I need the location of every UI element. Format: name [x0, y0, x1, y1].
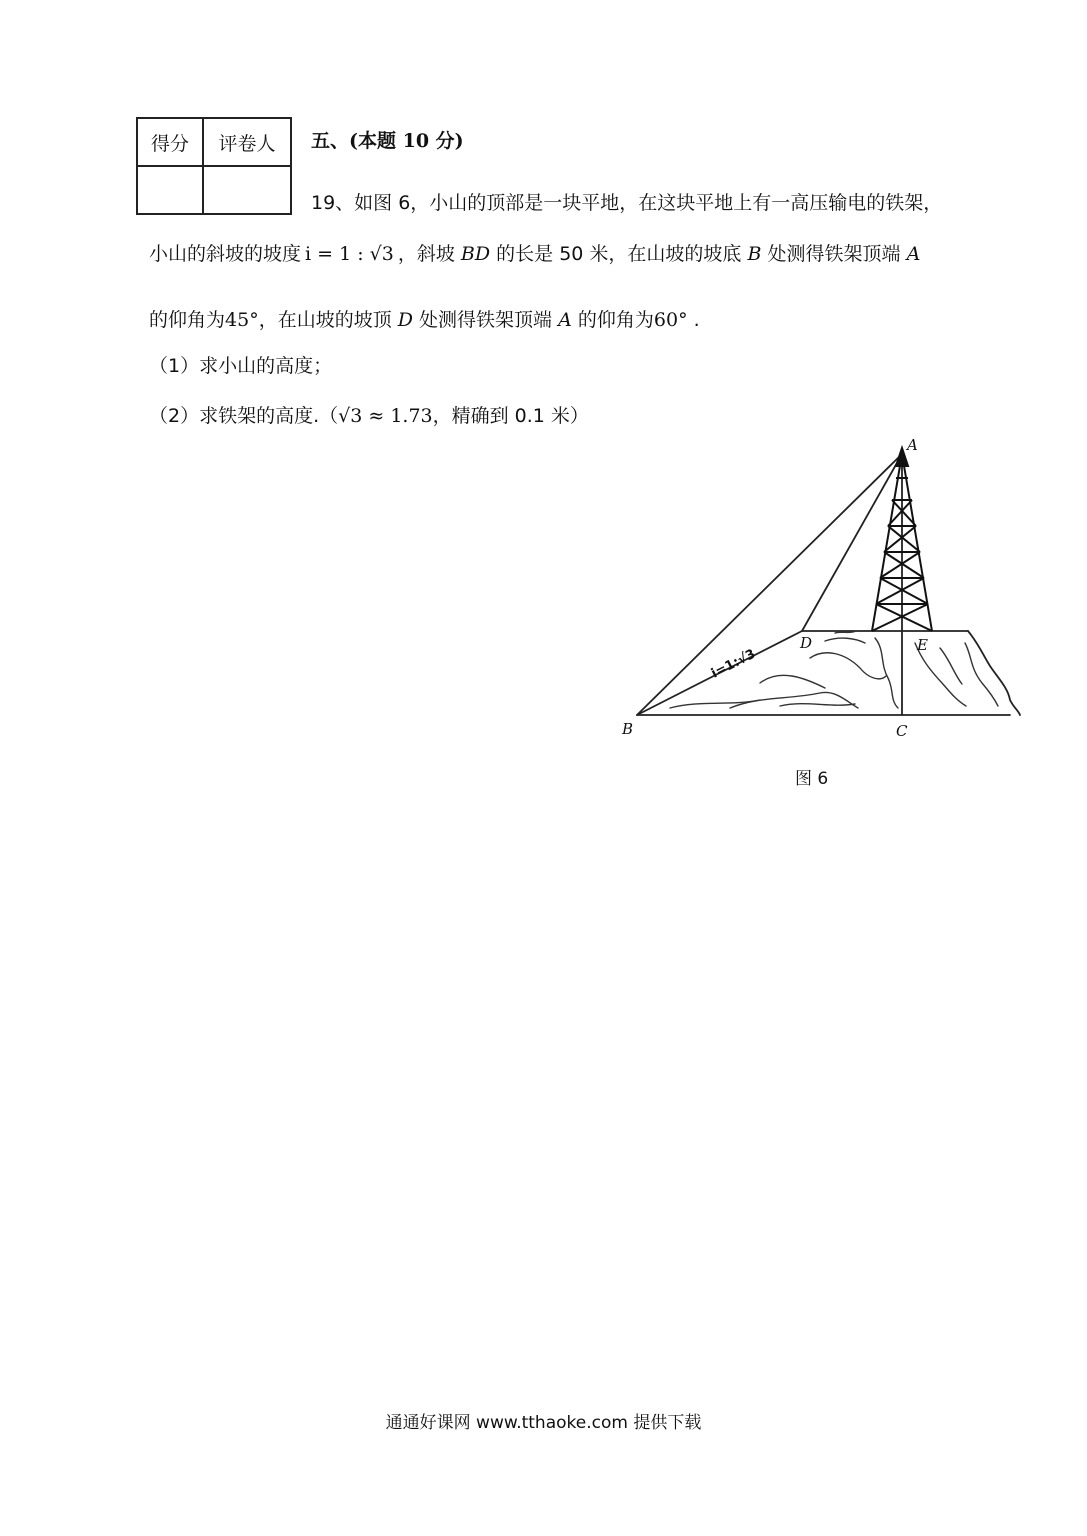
point-b-label: B [622, 720, 634, 738]
grader-cell [203, 166, 291, 214]
section-heading: 五、(本题 10 分) [311, 130, 464, 152]
score-header: 得分 [137, 118, 203, 166]
problem-line-2: 小山的斜坡的坡度 i = 1 : √3 ，斜坡 BD 的长是 50 米，在山坡的坡底 B 处测得铁架顶端 A [149, 243, 921, 265]
problem-line-1: 19、如图 6，小山的顶部是一块平地，在这块平地上有一高压输电的铁架， [311, 192, 943, 214]
question-2: （2）求铁架的高度.（√3 ≈ 1.73，精确到 0.1 米） [149, 405, 589, 427]
slope-label: i=1:√3 [709, 646, 758, 682]
score-cell [137, 166, 203, 214]
point-d-label: D [800, 634, 813, 652]
grader-header: 评卷人 [203, 118, 291, 166]
question-1: （1）求小山的高度； [149, 355, 333, 377]
approx-formula: √3 ≈ 1.73 [338, 405, 433, 427]
score-table [136, 117, 292, 215]
slope-formula: i = 1 : √3 [305, 243, 394, 265]
point-a-label: A [907, 438, 918, 454]
point-e-label: E [917, 636, 928, 654]
figure-caption: 图 6 [795, 769, 829, 789]
sight-line-ba [637, 454, 902, 715]
footer-source: 通通好课网 www.tthaoke.com 提供下载 [385, 1413, 702, 1433]
hill-tower-figure [610, 438, 1030, 758]
point-c-label: C [896, 722, 908, 740]
problem-line-3: 的仰角为45°，在山坡的坡顶 D 处测得铁架顶端 A 的仰角为60° . [149, 309, 700, 331]
